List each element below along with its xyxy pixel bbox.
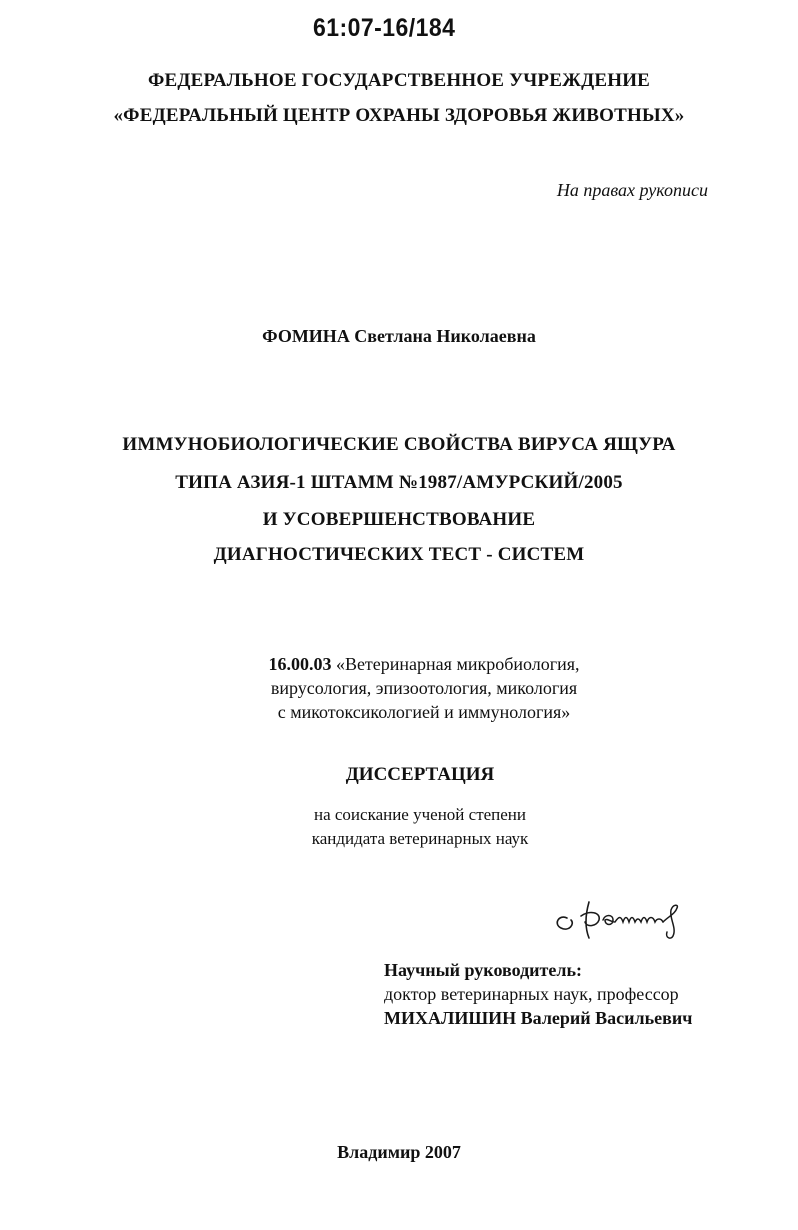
- author-name: ФОМИНА Светлана Николаевна: [262, 326, 536, 346]
- specialty-line-2: вирусология, эпизоотология, микология: [270, 678, 578, 698]
- degree-line-1: на соискание ученой степени: [313, 805, 527, 824]
- city-year: Владимир 2007: [337, 1142, 461, 1162]
- specialty-line-3: с микотоксикологией и иммунология»: [277, 702, 571, 722]
- degree-line-2: кандидата ветеринарных наук: [311, 829, 529, 848]
- title-line-2: ТИПА АЗИЯ-1 ШТАММ №1987/АМУРСКИЙ/2005: [175, 472, 623, 493]
- supervisor-block: [384, 958, 692, 1030]
- specialty-block: [0, 652, 798, 724]
- specialty-line-1-text: «Ветеринарная микробиология,: [331, 654, 580, 674]
- supervisor-label: Научный руководитель:: [384, 960, 582, 980]
- title-line-1: ИММУНОБИОЛОГИЧЕСКИЕ СВОЙСТВА ВИРУСА ЯЩУРА: [122, 434, 676, 455]
- title-line-4: ДИАГНОСТИЧЕСКИХ ТЕСТ - СИСТЕМ: [213, 544, 585, 565]
- rights-note: На правах рукописи: [556, 180, 708, 200]
- catalog-number: 61:07-16/184: [313, 14, 456, 42]
- institution-line-2: «ФЕДЕРАЛЬНЫЙ ЦЕНТР ОХРАНЫ ЗДОРОВЬЯ ЖИВОТНЫХ»: [113, 105, 685, 126]
- supervisor-title: доктор ветеринарных наук, профессор: [384, 984, 679, 1004]
- degree-block: [0, 803, 798, 851]
- specialty-line-1: [0, 652, 798, 676]
- title-line-3: И УСОВЕРШЕНСТВОВАНИЕ: [262, 509, 536, 530]
- handwritten-signature: [545, 888, 705, 948]
- document-type: ДИССЕРТАЦИЯ: [345, 764, 495, 785]
- institution-line-1: ФЕДЕРАЛЬНОЕ ГОСУДАРСТВЕННОЕ УЧРЕЖДЕНИЕ: [147, 70, 651, 91]
- specialty-code: 16.00.03: [268, 654, 332, 674]
- supervisor-name: МИХАЛИШИН Валерий Васильевич: [384, 1008, 693, 1028]
